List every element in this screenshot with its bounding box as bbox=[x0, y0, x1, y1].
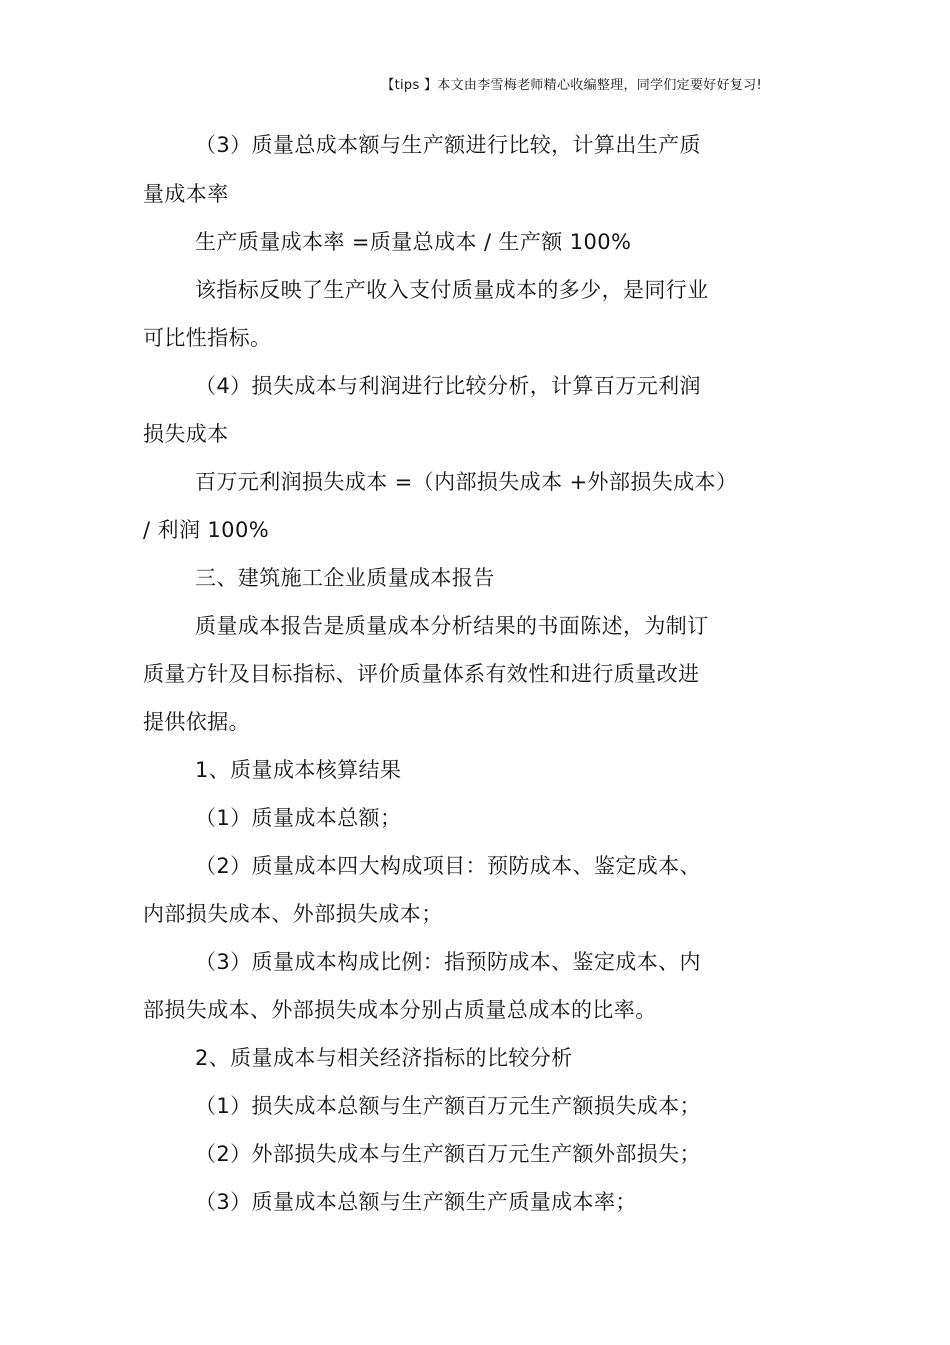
tips-header: 【tips 】本文由李雪梅老师精心收编整理，同学们定要好好复习! bbox=[381, 78, 762, 93]
subsection-heading: 2、质量成本与相关经济指标的比较分析 bbox=[195, 1046, 573, 1070]
paragraph-line: 可比性指标。 bbox=[143, 326, 272, 350]
paragraph-line: （4）损失成本与利润进行比较分析，计算百万元利润 bbox=[195, 374, 701, 398]
paragraph-line: （3）质量总成本额与生产额进行比较，计算出生产质 bbox=[195, 133, 701, 157]
formula-line: 百万元利润损失成本 =（内部损失成本 +外部损失成本） bbox=[195, 470, 738, 494]
subsection-heading: 1、质量成本核算结果 bbox=[195, 758, 402, 782]
list-item: （2）外部损失成本与生产额百万元生产额外部损失； bbox=[195, 1142, 701, 1166]
paragraph-line: 该指标反映了生产收入支付质量成本的多少，是同行业 bbox=[195, 278, 709, 302]
section-heading: 三、建筑施工企业质量成本报告 bbox=[195, 566, 495, 590]
list-item: （3）质量成本总额与生产额生产质量成本率； bbox=[195, 1190, 637, 1214]
list-item: （1）质量成本总额； bbox=[195, 806, 402, 830]
formula-line: 生产质量成本率 =质量总成本 / 生产额 100% bbox=[195, 230, 632, 254]
list-item-continuation: 内部损失成本、外部损失成本； bbox=[143, 902, 443, 926]
paragraph-line: 质量方针及目标指标、评价质量体系有效性和进行质量改进 bbox=[143, 662, 700, 686]
list-item: （1）损失成本总额与生产额百万元生产额损失成本； bbox=[195, 1094, 701, 1118]
paragraph-line: 质量成本报告是质量成本分析结果的书面陈述，为制订 bbox=[195, 614, 709, 638]
paragraph-line: 损失成本 bbox=[143, 422, 229, 446]
list-item-continuation: 部损失成本、外部损失成本分别占质量总成本的比率。 bbox=[143, 998, 657, 1022]
formula-line: / 利润 100% bbox=[143, 518, 270, 542]
list-item: （3）质量成本构成比例：指预防成本、鉴定成本、内 bbox=[195, 950, 701, 974]
paragraph-line: 量成本率 bbox=[143, 182, 229, 206]
paragraph-line: 提供依据。 bbox=[143, 710, 250, 734]
list-item: （2）质量成本四大构成项目：预防成本、鉴定成本、 bbox=[195, 854, 701, 878]
